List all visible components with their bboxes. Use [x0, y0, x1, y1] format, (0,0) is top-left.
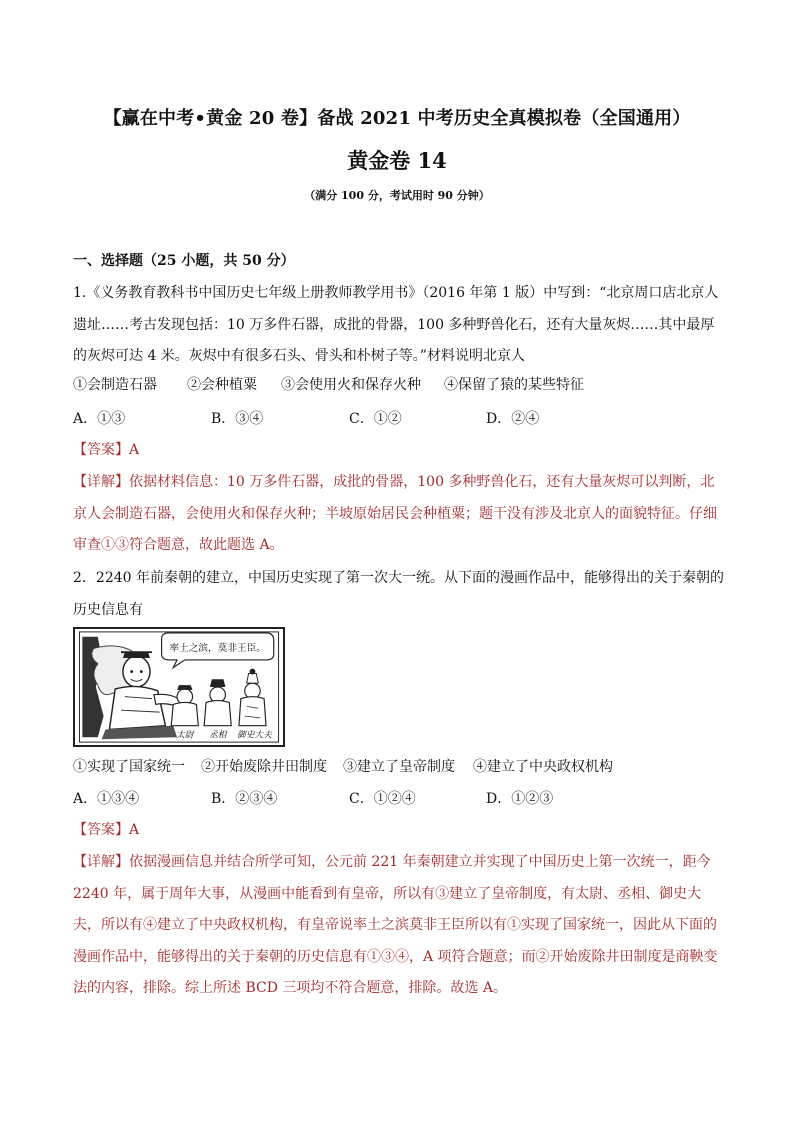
exam-series-title: 【赢在中考•黄金 20 卷】备战 2021 中考历史全真模拟卷（全国通用） [103, 108, 691, 129]
q2-statement: ②开始废除井田制度 [201, 759, 327, 775]
q1-statement: ③会使用火和保存火种 [281, 377, 421, 393]
question-2-stem: 2．2240 年前秦朝的建立，中国历史实现了第一次大一统。从下面的漫画作品中，能够得出的关于秦朝的历史信息有 [73, 570, 724, 618]
q2-statement: ④建立了中央政权机构 [473, 759, 613, 775]
score-time-note: （满分 100 分，考试用时 90 分钟） [304, 189, 490, 202]
section-heading: 一、选择题（25 小题，共 50 分） [73, 253, 295, 269]
q1-option-c: C．①② [349, 411, 402, 427]
q1-statement: ①会制造石器 [73, 377, 157, 393]
q1-option-d: D．②④ [486, 411, 540, 427]
q1-option-b: B．③④ [211, 411, 264, 427]
q2-option-c: C．①②④ [349, 791, 416, 807]
cartoon-label-taiwei: 太尉 [176, 730, 194, 741]
q2-option-d: D．①②③ [486, 791, 554, 807]
question-1-answer: 【答案】A [73, 442, 140, 458]
q2-statement: ③建立了皇帝制度 [343, 759, 455, 775]
paper-title: 黄金卷 14 [347, 148, 447, 173]
question-2-answer: 【答案】A [73, 822, 140, 838]
q1-statement: ②会种植粟 [187, 377, 257, 393]
question-1-explanation: 【详解】依据材料信息：10 万多件石器，成批的骨器，100 多种野兽化石，还有大量灰烬可以判断，北京人会制造石器，会使用火和保存火种；半坡原始居民会种植粟；题干没有涉及北京人的面貌特征。仔细审查①③符合题意，故此题选 A。 [73, 474, 717, 553]
cartoon-speech-text: 率土之滨，莫非王臣。 [169, 643, 266, 655]
question-2-explanation: 【详解】依据漫画信息并结合所学可知，公元前 221 年秦朝建立并实现了中国历史上第一次统一，距今 2240 年，属于周年大事，从漫画中能看到有皇帝，所以有③建立了皇帝制度，有太尉、丞相、御史大夫，所以有④建立了中央政权机构，有皇帝说率土之滨莫非王臣所以有①实现了国家统一，因此从下面的漫画作品中，能够得出的关于秦朝的历史信息有①③④，A 项符合题意；而②开始废除井田制度是商鞅变法的内容，排除。综上所述 BCD 三项均不符合题意，排除。故选 A。 [73, 854, 718, 996]
qin-court-cartoon [73, 627, 285, 747]
question-1-stem: 1.《义务教育教科书中国历史七年级上册教师教学用书》（2016 年第 1 版）中写到：“北京周口店北京人遗址……考古发现包括：10 万多件石器，成批的骨器，100 多种野兽化石，还有大量灰烬……其中最厚的灰烬可达 4 米。灰烬中有很多石头、骨头和朴树子等。”材料说明北京人 [73, 285, 719, 364]
cartoon-label-chengxiang: 丞相 [208, 730, 227, 741]
cartoon-label-yushidafu: 御史大夫 [237, 730, 272, 741]
q2-option-a: A．①③④ [73, 791, 140, 807]
q1-statement: ④保留了猿的某些特征 [444, 377, 584, 393]
q2-option-b: B．②③④ [211, 791, 278, 807]
q2-statement: ①实现了国家统一 [73, 759, 185, 775]
q1-option-a: A．①③ [73, 411, 126, 427]
